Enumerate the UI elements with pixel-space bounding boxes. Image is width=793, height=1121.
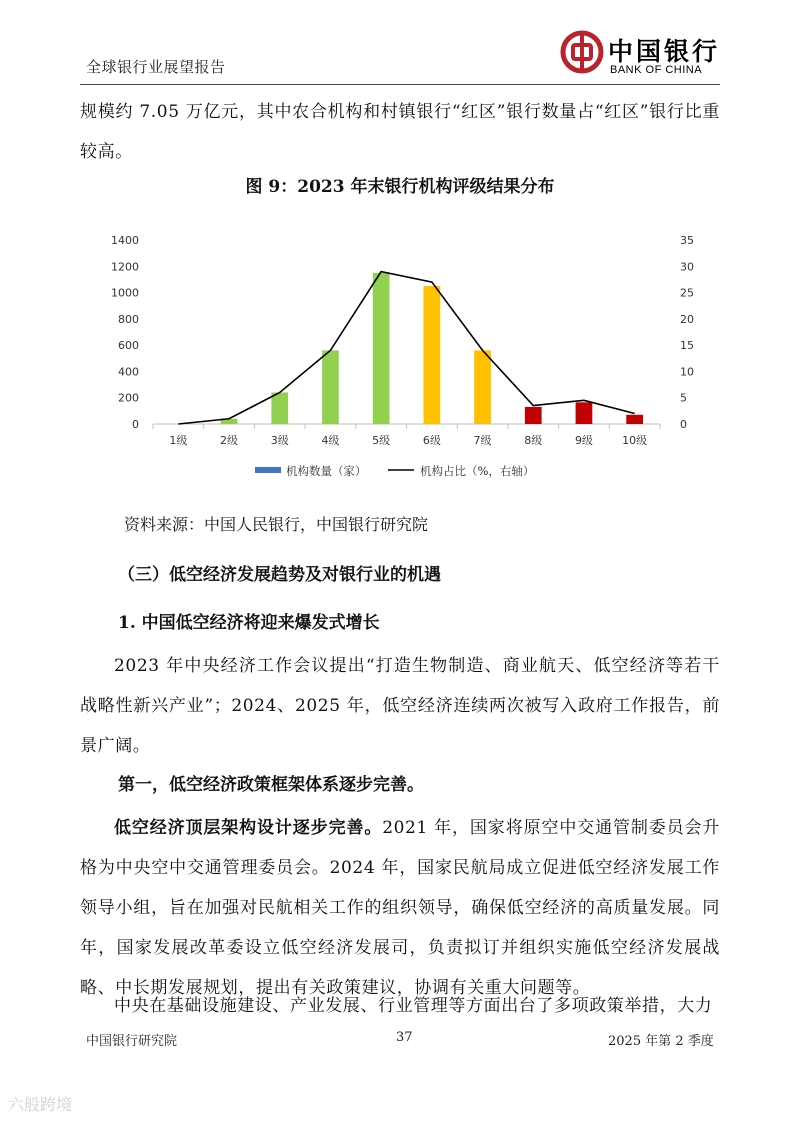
left-axis-tick-label: 1200 xyxy=(111,260,139,274)
right-axis-tick-label: 10 xyxy=(680,365,694,379)
chart-bar xyxy=(474,350,491,424)
x-axis-category-label: 2级 xyxy=(220,434,239,447)
sub-heading: 1. 中国低空经济将迎来爆发式增长 xyxy=(118,613,380,633)
rating-distribution-chart xyxy=(80,220,720,490)
footer-institute: 中国银行研究院 xyxy=(86,1034,178,1049)
paragraph-continuation: 中央在基础设施建设、产业发展、行业管理等方面出台了多项政策举措，大力 xyxy=(114,996,713,1016)
chart-legend xyxy=(255,464,534,478)
legend-line-label: 机构占比（%，右轴） xyxy=(420,464,535,478)
right-axis-tick-label: 0 xyxy=(680,418,687,431)
x-axis-category-label: 8级 xyxy=(524,434,543,447)
intro-paragraph: 规模约 7.05 万亿元，其中农合机构和村镇银行“红区”银行数量占“红区”银行比重较高。 xyxy=(80,102,720,162)
section-heading: （三）低空经济发展趋势及对银行业的机遇 xyxy=(118,565,441,585)
share-line xyxy=(178,272,634,424)
left-axis-tick-label: 800 xyxy=(118,312,139,326)
right-axis-tick-label: 20 xyxy=(680,312,694,326)
chart-ticks xyxy=(111,234,694,447)
chart-axes xyxy=(153,424,660,429)
report-title: 全球银行业展望报告 xyxy=(86,58,226,76)
x-axis-category-label: 1级 xyxy=(169,434,188,447)
footer-quarter: 2025 年第 2 季度 xyxy=(608,1034,714,1049)
x-axis-category-label: 10级 xyxy=(622,434,648,447)
x-axis-category-label: 6级 xyxy=(422,434,441,447)
logo-chinese-name: 中国银行 xyxy=(608,37,721,66)
legend-bar-label: 机构数量（家） xyxy=(286,464,367,478)
point-heading-first: 第一，低空经济政策框架体系逐步完善。 xyxy=(118,775,424,795)
left-axis-tick-label: 1000 xyxy=(111,286,139,300)
watermark: 六般跨境 xyxy=(8,1095,73,1114)
legend-bar-swatch xyxy=(255,467,281,473)
paragraph-body: 2021 年，国家将原空中交通管制委员会升格为中央空中交通管理委员会。2024 年，国家民航局成立促进低空经济发展工作领导小组，旨在加强对民航相关工作的组织领导，确保低空经济的高质量发展。同年，国家发展改革委设立低空经济发展司，负责拟订并组织实施低空经济发展战略、中长期发展规划，提出有关政策建议，协调有关重大问题等。 xyxy=(80,818,720,998)
right-axis-tick-label: 35 xyxy=(680,234,694,247)
x-axis-category-label: 4级 xyxy=(321,434,340,447)
right-axis-tick-label: 30 xyxy=(680,260,694,274)
x-axis-category-label: 9级 xyxy=(574,434,593,447)
left-axis-tick-label: 1400 xyxy=(111,234,139,247)
x-axis-category-label: 7级 xyxy=(473,434,492,447)
chart-bar xyxy=(322,350,339,424)
right-axis-tick-label: 5 xyxy=(680,391,687,405)
chart-bar xyxy=(525,407,542,424)
chart-bar xyxy=(576,402,593,424)
chart-bar xyxy=(373,273,390,424)
paragraph-lead-bold: 低空经济顶层架构设计逐步完善。 xyxy=(114,818,383,838)
paragraph-policy: 2023 年中央经济工作会议提出“打造生物制造、商业航天、低空经济等若干战略性新兴产业”；2024、2025 年，低空经济连续两次被写入政府工作报告，前景广阔。 xyxy=(80,656,720,756)
figure-source: 资料来源：中国人民银行，中国银行研究院 xyxy=(124,515,429,534)
header-divider xyxy=(80,84,720,85)
footer-page-number: 37 xyxy=(396,1030,413,1045)
chart-bar xyxy=(271,392,288,424)
right-axis-tick-label: 15 xyxy=(680,339,694,353)
chart-bar xyxy=(423,286,440,424)
x-axis-category-label: 3级 xyxy=(270,434,289,447)
chart-line-series xyxy=(178,272,634,424)
right-axis-tick-label: 25 xyxy=(680,286,694,300)
x-axis-category-label: 5级 xyxy=(372,434,391,447)
logo-english-name: BANK OF CHINA xyxy=(610,64,703,76)
left-axis-tick-label: 0 xyxy=(132,418,139,431)
bank-logo-emblem-icon xyxy=(560,30,604,74)
figure-title: 图 9：2023 年末银行机构评级结果分布 xyxy=(245,177,555,197)
chart-bar xyxy=(626,415,643,424)
left-axis-tick-label: 200 xyxy=(118,391,139,405)
left-axis-tick-label: 600 xyxy=(118,339,139,353)
left-axis-tick-label: 400 xyxy=(118,365,139,379)
paragraph-top-level-design xyxy=(80,808,720,1008)
bank-logo xyxy=(560,30,720,80)
